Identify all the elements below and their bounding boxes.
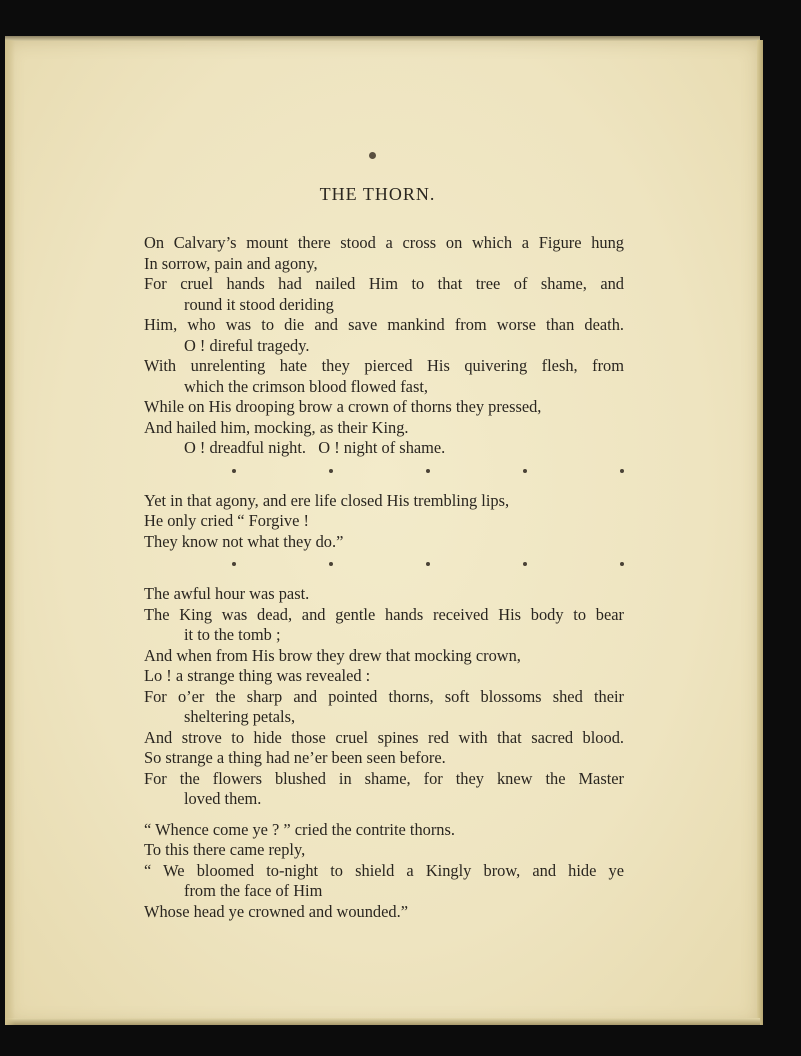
poem-line: And strove to hide those cruel spines red with that sacred blood. bbox=[144, 727, 624, 747]
break-dot bbox=[620, 469, 624, 473]
poem-line: For cruel hands had nailed Him to that tree of shame, and bbox=[144, 274, 624, 293]
poem-line: O ! dreadful night. O ! night of shame. bbox=[184, 438, 446, 457]
break-dot bbox=[232, 562, 236, 566]
section-break-dots bbox=[232, 461, 624, 481]
break-dot bbox=[426, 469, 430, 473]
poem-line: loved them. bbox=[184, 789, 262, 808]
poem-line: which the crimson blood flowed fast, bbox=[184, 376, 428, 396]
poem-line: Whose head ye crowned and wounded.” bbox=[144, 901, 408, 921]
poem-line: O ! direful tragedy. bbox=[184, 335, 310, 355]
break-dot bbox=[523, 469, 527, 473]
poem-line: While on His drooping brow a crown of thorns they pressed, bbox=[144, 397, 542, 416]
page-top-edge bbox=[5, 36, 760, 41]
poem-title: THE THORN. bbox=[319, 184, 436, 204]
poem-line: Yet in that agony, and ere life closed His trembling lips, bbox=[144, 490, 510, 510]
break-dot bbox=[232, 469, 236, 473]
page-bottom-edge bbox=[5, 1018, 760, 1025]
poem-line: Him, who was to die and save mankind from worse than death. bbox=[144, 315, 624, 334]
poem-line: With unrelenting hate they pierced His quivering flesh, from bbox=[144, 356, 624, 375]
poem-line: For o’er the sharp and pointed thorns, soft blossoms shed their bbox=[144, 686, 624, 706]
poem-line: sheltering petals, bbox=[184, 707, 296, 726]
break-dot bbox=[620, 562, 624, 566]
section-break-dots bbox=[232, 554, 624, 574]
break-dot bbox=[523, 562, 527, 566]
poem-line: So strange a thing had ne’er been seen before. bbox=[144, 748, 446, 767]
poem-line: from the face of Him bbox=[184, 881, 323, 900]
stanza bbox=[144, 233, 624, 459]
stanza bbox=[144, 491, 624, 553]
poem-line: Lo ! a strange thing was revealed : bbox=[144, 666, 371, 685]
poem-line: The awful hour was past. bbox=[144, 584, 310, 603]
stanza bbox=[144, 820, 624, 923]
poem-line: it to the tomb ; bbox=[184, 625, 281, 644]
poem-line: And hailed him, mocking, as their King. bbox=[144, 417, 409, 437]
poem-line: They know not what they do.” bbox=[144, 531, 344, 551]
poem-line: In sorrow, pain and agony, bbox=[144, 253, 318, 273]
poem-line: On Calvary’s mount there stood a cross on which a Figure hung bbox=[144, 233, 624, 252]
poem-line: “ Whence come ye ? ” cried the contrite thorns. bbox=[144, 819, 455, 839]
page-right-edge bbox=[757, 40, 763, 1025]
poem-line: The King was dead, and gentle hands received His body to bear bbox=[144, 604, 624, 624]
ornament-dot-icon bbox=[369, 152, 376, 159]
poem-line: And when from His brow they drew that mocking crown, bbox=[144, 645, 521, 665]
break-dot bbox=[329, 469, 333, 473]
break-dot bbox=[329, 562, 333, 566]
poem-line: round it stood deriding bbox=[184, 294, 334, 314]
break-dot bbox=[426, 562, 430, 566]
poem-body bbox=[144, 233, 624, 922]
poem-line: He only cried “ Forgive ! bbox=[144, 511, 309, 530]
poem-line: To this there came reply, bbox=[144, 840, 306, 859]
stanza bbox=[144, 584, 624, 810]
poem-line: “ We bloomed to-night to shield a Kingly brow, and hide ye bbox=[144, 860, 624, 880]
poem-line: For the flowers blushed in shame, for they knew the Master bbox=[144, 768, 624, 788]
